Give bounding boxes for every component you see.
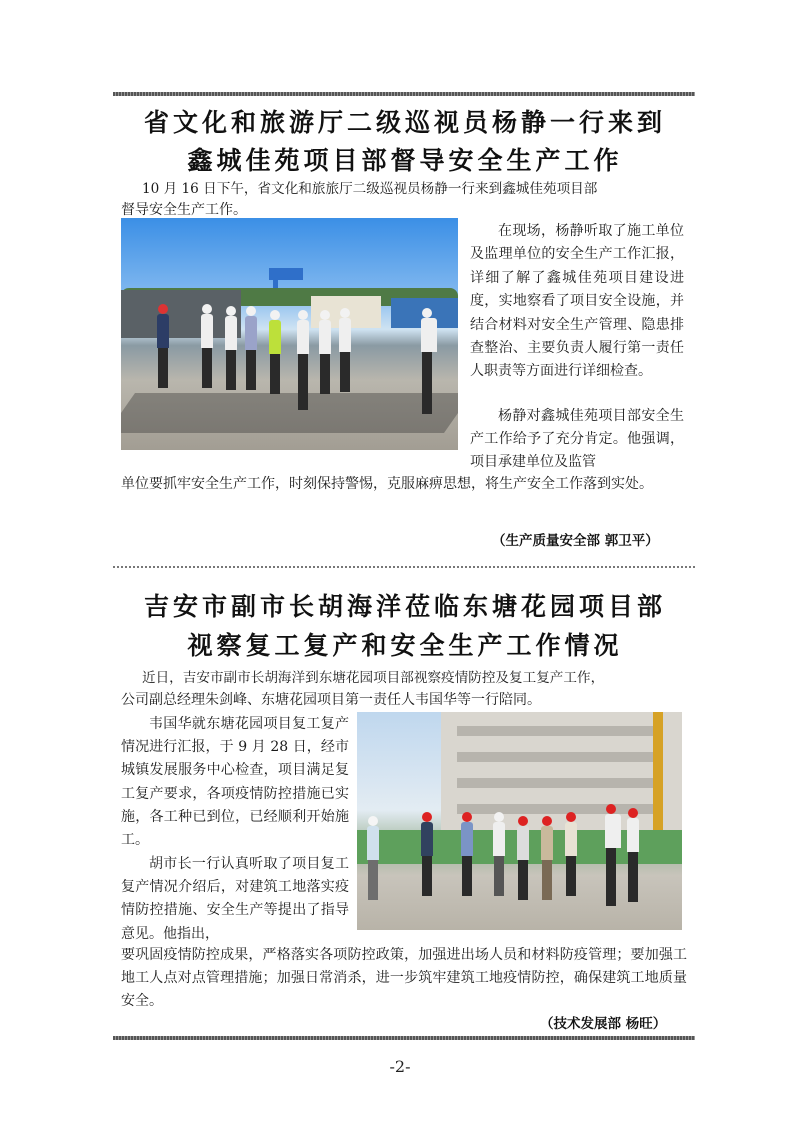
article1-full-paragraph: 单位要抓牢安全生产工作，时刻保持警惕，克服麻痹思想，将生产安全工作落到实处。 <box>121 476 653 492</box>
article2-intro-line2: 公司副总经理朱剑峰、东塘花园项目第一责任人韦国华等一行陪同。 <box>121 692 541 708</box>
article1-side-paragraph-2: 杨静对鑫城佳苑项目部安全生产工作给予了充分肯定。他强调，项目承建单位及监管 <box>470 408 684 470</box>
article1-intro-line2: 督导安全生产工作。 <box>121 202 247 218</box>
article1-intro-line1: 10 月 16 日下午，省文化和旅旅厅二级巡视员杨静一行来到鑫城佳苑项目部 <box>142 181 598 197</box>
article2-side-paragraph-1: 韦国华就东塘花园项目复工复产情况进行汇报，于 9 月 28 日，经市城镇发展服务中心检查，项目满足复工复产要求，各项疫情防控措施已实施，各工种已到位，已经顺利开始施工。 <box>121 716 349 849</box>
section-divider <box>113 566 695 568</box>
article2-side-paragraph-2: 胡市长一行认真听取了项目复工复产情况介绍后，对建筑工地落实疫情防控措施、安全生产等提出了指导意见。他指出， <box>121 856 349 942</box>
top-divider <box>113 92 695 96</box>
article2-intro-line1: 近日，吉安市副市长胡海洋到东塘花园项目部视察疫情防控及复工复产工作， <box>142 670 605 686</box>
article2-full-paragraph: 要巩固疫情防控成果，严格落实各项防控政策，加强进出场人员和材料防疫管理；要加强工地工人点对点管理措施；加强日常消杀，进一步筑牢建筑工地疫情防控，确保建筑工地质量安全。 <box>121 947 687 1010</box>
article2-title-line2: 视察复工复产和安全生产工作情况 <box>187 631 623 660</box>
article1-title-line2: 鑫城佳苑项目部督导安全生产工作 <box>187 146 623 175</box>
article1-side-paragraph-1: 在现场，杨静听取了施工单位及监理单位的安全生产工作汇报，详细了解了鑫城佳苑项目建设进度，实地察看了项目安全设施，并结合材料对安全生产管理、隐患排查整治、主要负责人履行第一责任人职责等方面进行详细检查。 <box>470 223 684 380</box>
page-number: -2- <box>389 1057 411 1076</box>
article1-title-line1: 省文化和旅游厅二级巡视员杨静一行来到 <box>143 108 666 137</box>
article2-title-line1: 吉安市副市长胡海洋莅临东塘花园项目部 <box>143 592 666 621</box>
bottom-divider <box>113 1036 695 1040</box>
site-visit-photo <box>357 712 682 930</box>
article1-byline: （生产质量安全部 郭卫平） <box>492 533 659 549</box>
article2-byline: （技术发展部 杨旺） <box>540 1016 667 1032</box>
site-inspection-photo <box>121 218 458 450</box>
